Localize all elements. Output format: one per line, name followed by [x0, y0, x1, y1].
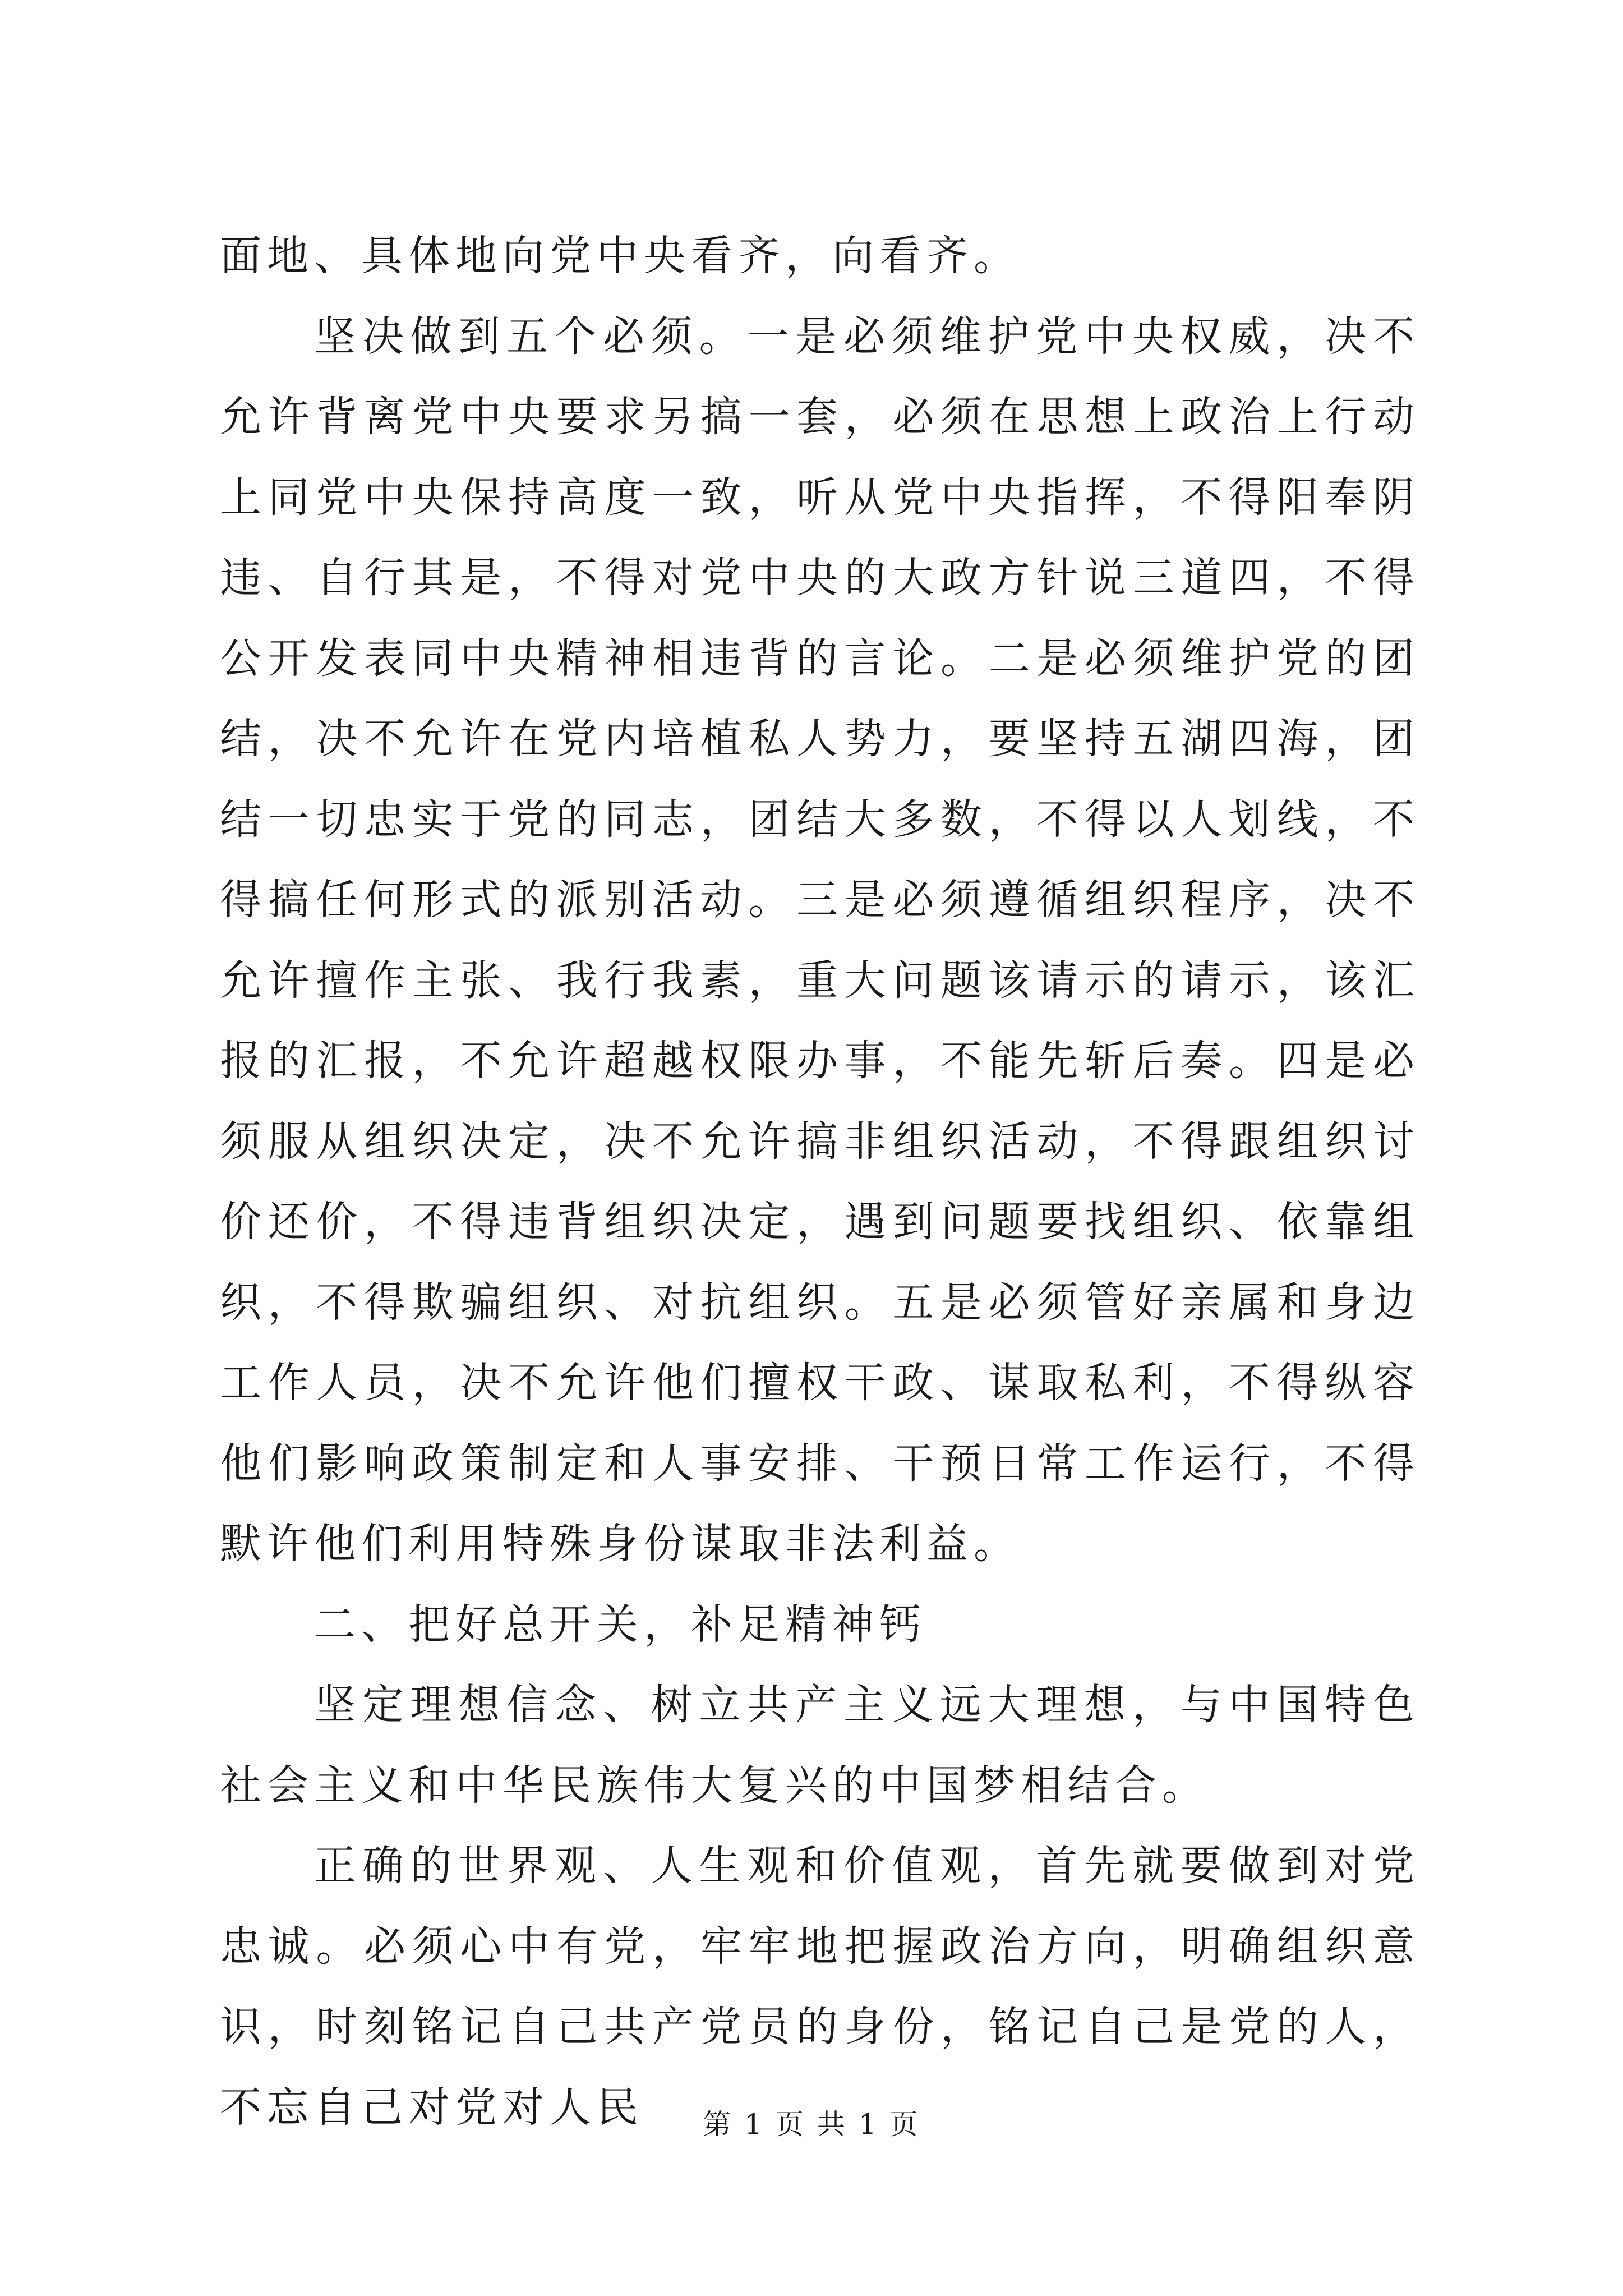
page-number-footer: 第 1 页 共 1 页 [703, 2108, 920, 2141]
section-heading: 二、把好总开关，补足精神钙 [314, 1600, 926, 1649]
paragraph-worldview: 正确的世界观、人生观和价值观，首先就要做到对党忠诚。必须心中有党，牢牢地把握政治方向，明确组织意识，时刻铭记自己共产党员的身份，铭记自己是党的人，不忘自己对党对人民 [220, 1842, 1420, 2132]
paragraph-five-musts: 坚决做到五个必须。一是必须维护党中央权威，决不允许背离党中央要求另搞一套，必须在思想上政治上行动上同党中央保持高度一致，听从党中央指挥，不得阳奉阴违、自行其是，不得对党中央的大政方针说三道四，不得公开发表同中央精神相违背的言论。二是必须维护党的团结，决不允许在党内培植私人势力，要坚持五湖四海，团结一切忠实于党的同志，团结大多数，不得以人划线，不得搞任何形式的派别活动。三是必须遵循组织程序，决不允许擅作主张、我行我素，重大问题该请示的请示，该汇报的汇报，不允许超越权限办事，不能先斩后奏。四是必须服从组织决定，决不允许搞非组织活动，不得跟组织讨价还价，不得违背组织决定，遇到问题要找组织、依靠组织，不得欺骗组织、对抗组织。五是必须管好亲属和身边工作人员，决不允许他们擅权干政、谋取私利，不得纵容他们影响政策制定和人事安排、干预日常工作运行，不得默许他们利用特殊身份谋取非法利益。 [220, 312, 1420, 1568]
document-body [220, 216, 1420, 2148]
paragraph-ideals: 坚定理想信念、树立共产主义远大理想，与中国特色社会主义和中华民族伟大复兴的中国梦相结合。 [220, 1681, 1420, 1810]
paragraph-continuation: 面地、具体地向党中央看齐，向看齐。 [220, 232, 1021, 280]
